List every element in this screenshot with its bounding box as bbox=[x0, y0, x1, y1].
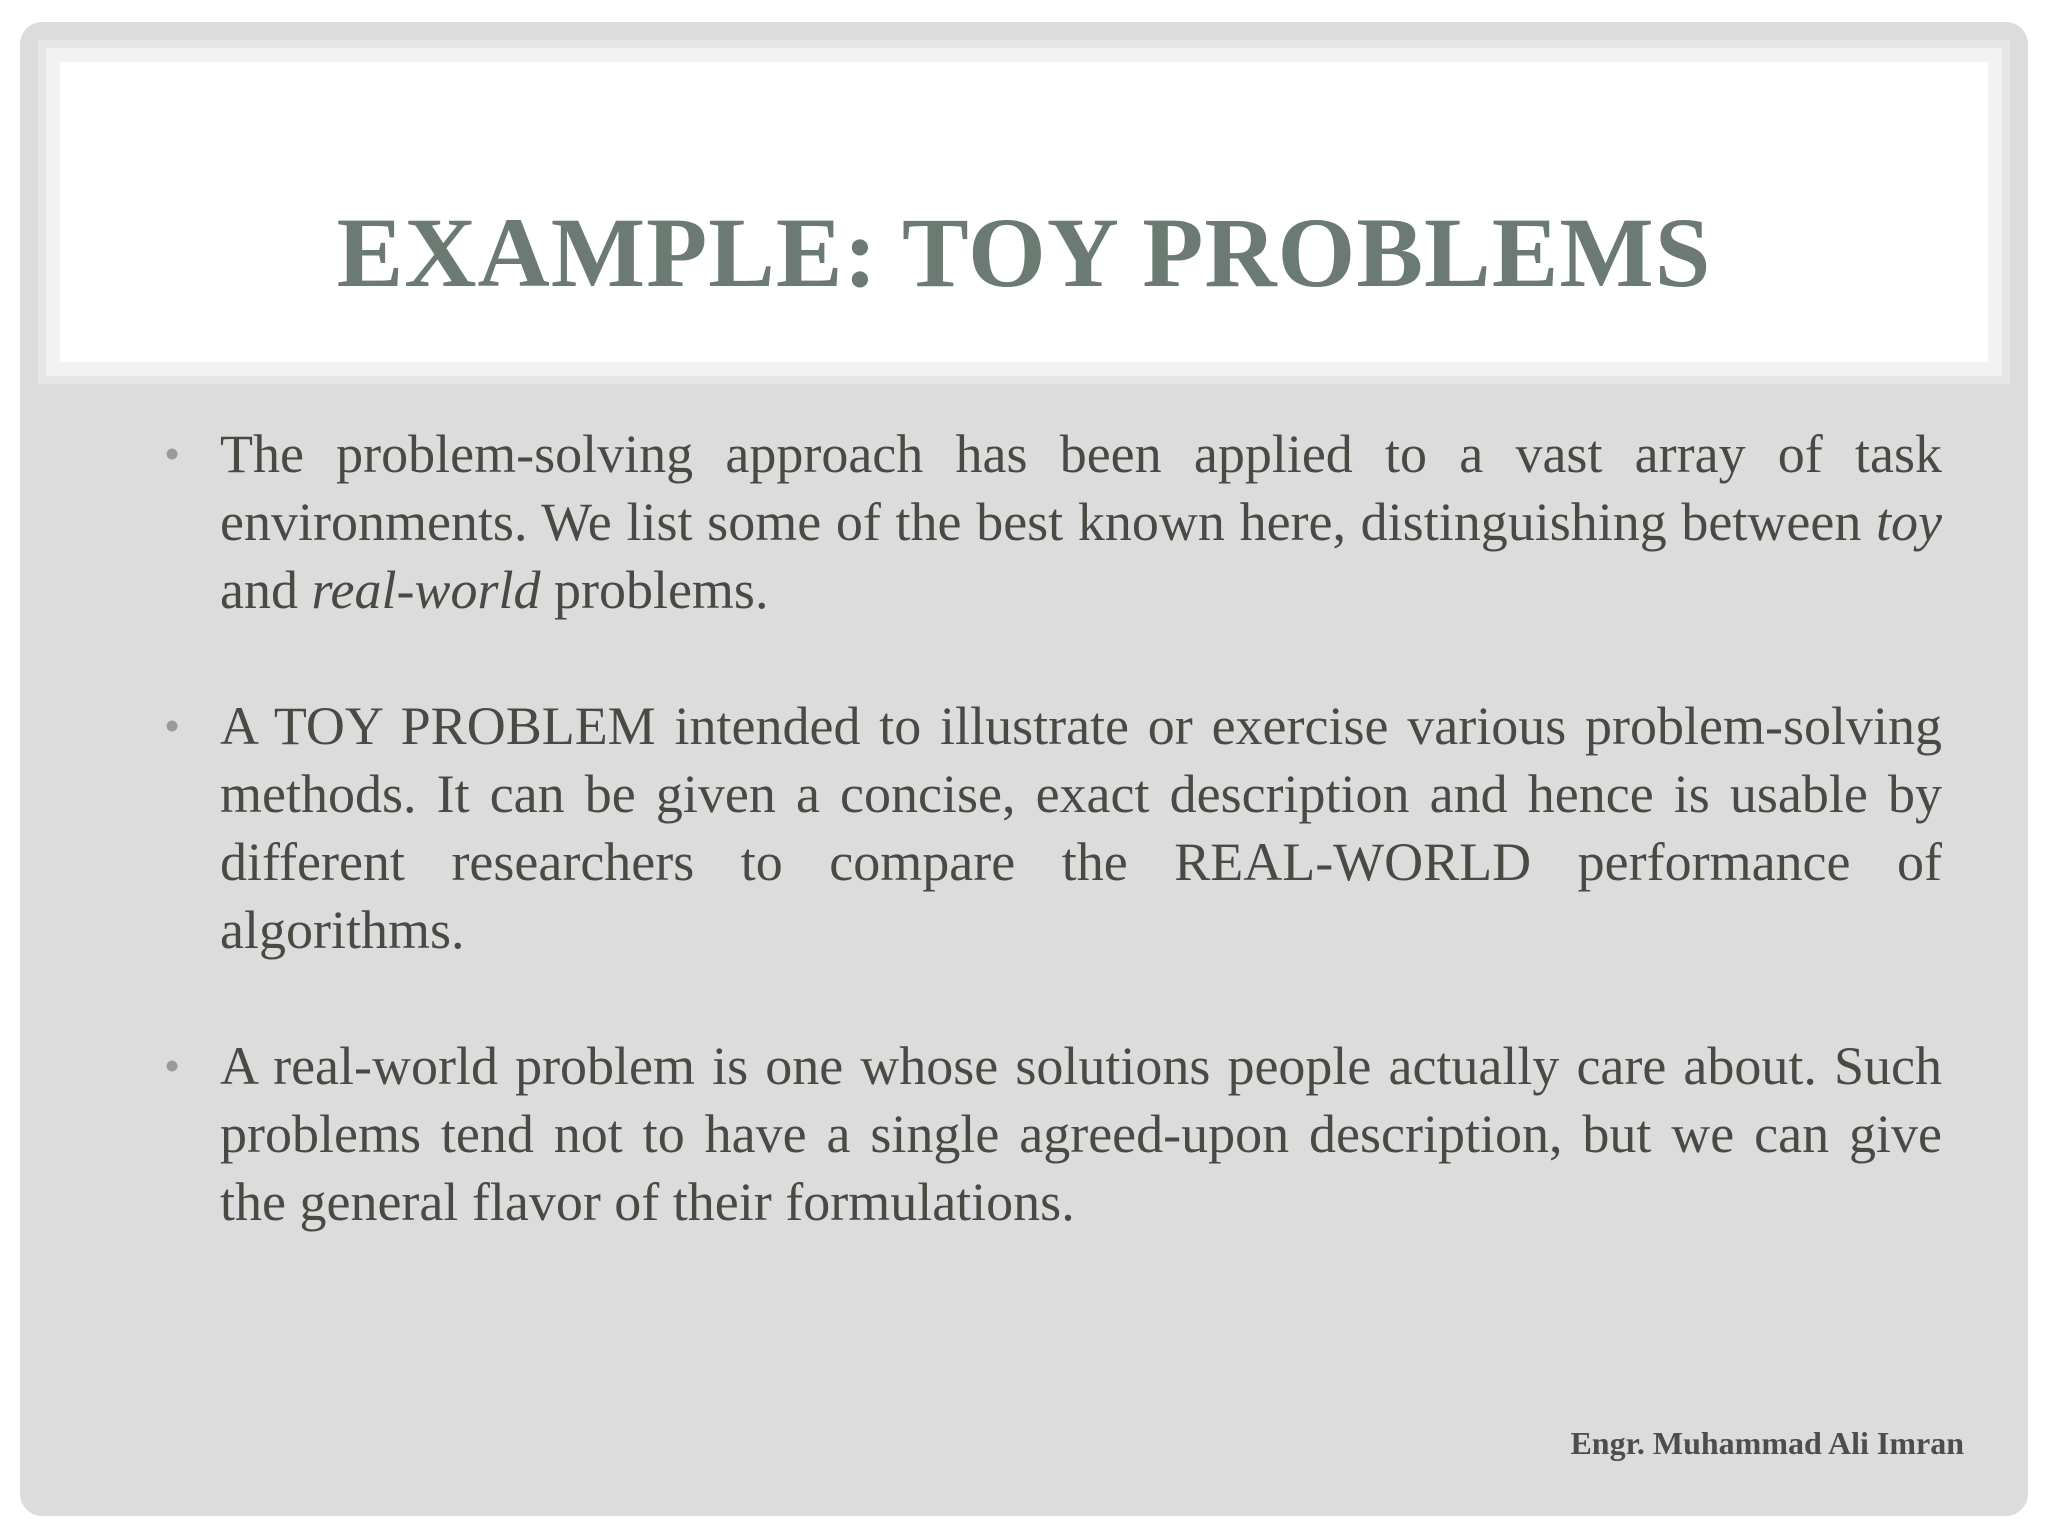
author-footer: Engr. Muhammad Ali Imran bbox=[1570, 1425, 1964, 1461]
bullet-icon: • bbox=[164, 1040, 181, 1091]
bullet-1-text-part-2: and bbox=[220, 560, 312, 620]
bullet-icon: • bbox=[164, 700, 181, 751]
slide-title: EXAMPLE: TOY PROBLEMS bbox=[336, 197, 1712, 308]
bullet-2-text: A TOY PROBLEM intended to illustrate or exercise various problem-solving methods. It can be given a concise, exact description and hence is usable by different researchers to compare the REAL-WORLD performance of algorithms. bbox=[220, 696, 1942, 960]
bullet-1-text-part-1: The problem-solving approach has been applied to a vast array of task environments. We list some of the best known here, distinguishing between bbox=[220, 424, 1942, 552]
bullet-list bbox=[160, 420, 1942, 1304]
bullet-icon: • bbox=[164, 428, 181, 479]
slide bbox=[20, 22, 2028, 1516]
bullet-1-text-part-3: problems. bbox=[540, 560, 769, 620]
bullet-item-1 bbox=[160, 420, 1942, 624]
bullet-item-3 bbox=[160, 1032, 1942, 1236]
bullet-1-italic-real-world: real-world bbox=[311, 560, 541, 620]
bullet-item-2 bbox=[160, 692, 1942, 964]
title-box bbox=[60, 62, 1988, 362]
bullet-1-italic-toy: toy bbox=[1876, 492, 1942, 552]
bullet-3-text: A real-world problem is one whose solutions people actually care about. Such problems tend not to have a single agreed-upon description, but we can give the general flavor of their formulations. bbox=[220, 1036, 1942, 1232]
